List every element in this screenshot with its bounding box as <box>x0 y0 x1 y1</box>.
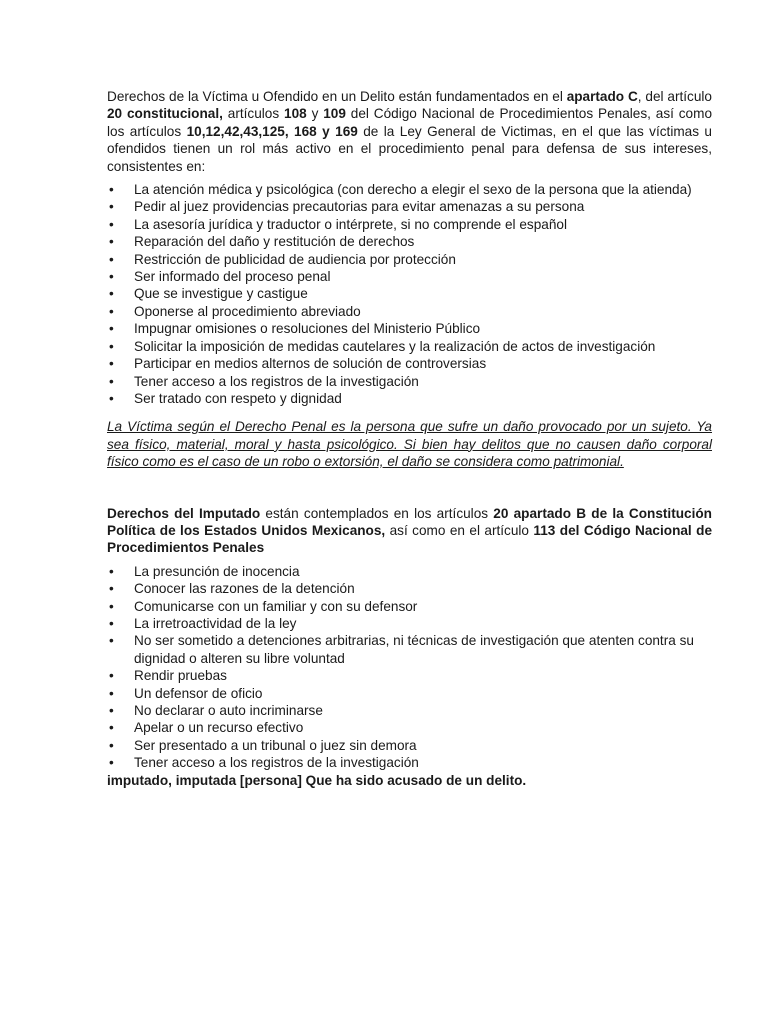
list-item <box>107 268 712 285</box>
list-item <box>107 198 712 215</box>
list-item-text: Oponerse al procedimiento abreviado <box>134 303 361 319</box>
document-page <box>107 88 712 789</box>
intro-text: de la Ley General de Victimas, en el que las víctimas u ofendidos tienen un rol más activo en el procedimiento penal para defensa de sus intereses, consistentes en: <box>107 123 712 174</box>
list-item-text: Participar en medios alternos de solución de controversias <box>134 356 487 372</box>
bullet-icon: • <box>109 251 114 267</box>
intro-bold-text: 108 <box>284 106 307 122</box>
bullet-icon: • <box>109 234 114 250</box>
list-item-text: La atención médica y psicológica (con derecho a elegir el sexo de la persona que la atienda) <box>134 182 692 198</box>
list-item <box>107 737 712 754</box>
list-item <box>107 390 712 407</box>
list-item-text: Ser tratado con respeto y dignidad <box>134 390 342 406</box>
list-item <box>107 303 712 320</box>
list-item <box>107 251 712 268</box>
bullet-icon: • <box>109 581 114 597</box>
bullet-icon: • <box>109 755 114 771</box>
bullet-icon: • <box>109 633 114 649</box>
list-item <box>107 598 712 615</box>
bullet-icon: • <box>109 321 114 337</box>
list-item <box>107 563 712 580</box>
list-item <box>107 216 712 233</box>
list-item-text: Ser presentado a un tribunal o juez sin demora <box>134 737 417 753</box>
intro-bold-text: 109 <box>323 106 346 122</box>
bullet-icon: • <box>109 303 114 319</box>
list-item <box>107 373 712 390</box>
list-item-text: Restricción de publicidad de audiencia por protección <box>134 251 456 267</box>
bullet-icon: • <box>109 685 114 701</box>
list-item-text: Reparación del daño y restitución de derechos <box>134 234 415 250</box>
bullet-icon: • <box>109 216 114 232</box>
list-item-text: Pedir al juez providencias precautorias para evitar amenazas a su persona <box>134 199 585 215</box>
list-item <box>107 754 712 771</box>
list-item <box>107 338 712 355</box>
intro-bold-text: 10,12,42,43,125, 168 y 169 <box>186 123 358 139</box>
bullet-icon: • <box>109 199 114 215</box>
intro-text: así como en el artículo <box>385 522 534 538</box>
accused-definition <box>107 772 712 789</box>
intro-text: están contemplados en los artículos <box>260 505 494 521</box>
accused-definition-text: imputado, imputada [persona] Que ha sido acusado de un delito. <box>107 772 527 788</box>
bullet-icon: • <box>109 720 114 736</box>
list-item <box>107 702 712 719</box>
intro-text: artículos <box>222 106 285 122</box>
bullet-icon: • <box>109 338 114 354</box>
bullet-icon: • <box>109 286 114 302</box>
intro-bold-text: 113 del Código Nacional de Procedimientos Penales <box>107 522 712 556</box>
list-item <box>107 580 712 597</box>
list-item-text: No declarar o auto incriminarse <box>134 703 323 718</box>
victim-definition-note: La Víctima según el Derecho Penal es la persona que sufre un daño provocado por un sujeto. Ya sea físico, material, moral y hasta psicológico. Si bien hay delitos que no causen daño corporal físico como es el caso de un robo o extorsión, el daño se considera como patrimonial. <box>107 419 712 470</box>
list-item-text: Un defensor de oficio <box>134 685 263 701</box>
list-item-text: La irretroactividad de la ley <box>134 615 297 631</box>
list-item <box>107 233 712 250</box>
bullet-icon: • <box>109 373 114 389</box>
accused-rights-list <box>107 563 712 772</box>
list-item <box>107 320 712 337</box>
list-item-text: Tener acceso a los registros de la investigación <box>134 373 419 389</box>
list-item <box>107 632 712 667</box>
list-item-text: Que se investigue y castigue <box>134 286 308 302</box>
bullet-icon: • <box>109 563 114 579</box>
bullet-icon: • <box>109 269 114 285</box>
list-item-text: Ser informado del proceso penal <box>134 269 331 285</box>
list-item-text: Impugnar omisiones o resoluciones del Ministerio Público <box>134 321 481 337</box>
list-item-text: Rendir pruebas <box>134 668 227 684</box>
bullet-icon: • <box>109 737 114 753</box>
list-item <box>107 667 712 684</box>
list-item <box>107 355 712 372</box>
list-item <box>107 685 712 702</box>
bullet-icon: • <box>109 703 114 718</box>
list-item-text: Tener acceso a los registros de la investigación <box>134 755 419 771</box>
bullet-icon: • <box>109 615 114 631</box>
list-item-text: Comunicarse con un familiar y con su defensor <box>134 598 418 614</box>
list-item <box>107 285 712 302</box>
bullet-icon: • <box>109 182 114 198</box>
bullet-icon: • <box>109 598 114 614</box>
victim-rights-list <box>107 181 712 407</box>
intro-text: , del artículo <box>637 89 712 104</box>
intro-bold-text: 20 constitucional, <box>107 106 223 122</box>
intro-text: Derechos de la Víctima u Ofendido en un Delito están fundamentados en el <box>107 89 567 104</box>
list-item <box>107 719 712 736</box>
list-item-text: No ser sometido a detenciones arbitrarias, ni técnicas de investigación que atenten contra su dignidad o alteren su libre voluntad <box>134 633 694 666</box>
list-item-text: Apelar o un recurso efectivo <box>134 720 304 736</box>
intro-bold-text: apartado C <box>566 89 638 104</box>
bullet-icon: • <box>109 668 114 684</box>
intro-text: del Código Nacional de Procedimientos Penales, así como los artículos <box>107 106 712 139</box>
list-item-text: Conocer las razones de la detención <box>134 581 355 597</box>
list-item <box>107 181 712 198</box>
list-item-text: Solicitar la imposición de medidas cautelares y la realización de actos de investigación <box>134 338 656 354</box>
accused-rights-intro <box>107 505 712 557</box>
intro-text: y <box>306 106 324 122</box>
bullet-icon: • <box>109 356 114 372</box>
intro-bold-text: 20 apartado B de la Constitución Política de los Estados Unidos Mexicanos, <box>107 505 712 538</box>
list-item-text: La asesoría jurídica y traductor o intérprete, si no comprende el español <box>134 216 567 232</box>
intro-bold-text: Derechos del Imputado <box>107 505 261 521</box>
bullet-icon: • <box>109 390 114 406</box>
list-item <box>107 615 712 632</box>
victim-rights-intro <box>107 88 712 175</box>
list-item-text: La presunción de inocencia <box>134 563 300 579</box>
